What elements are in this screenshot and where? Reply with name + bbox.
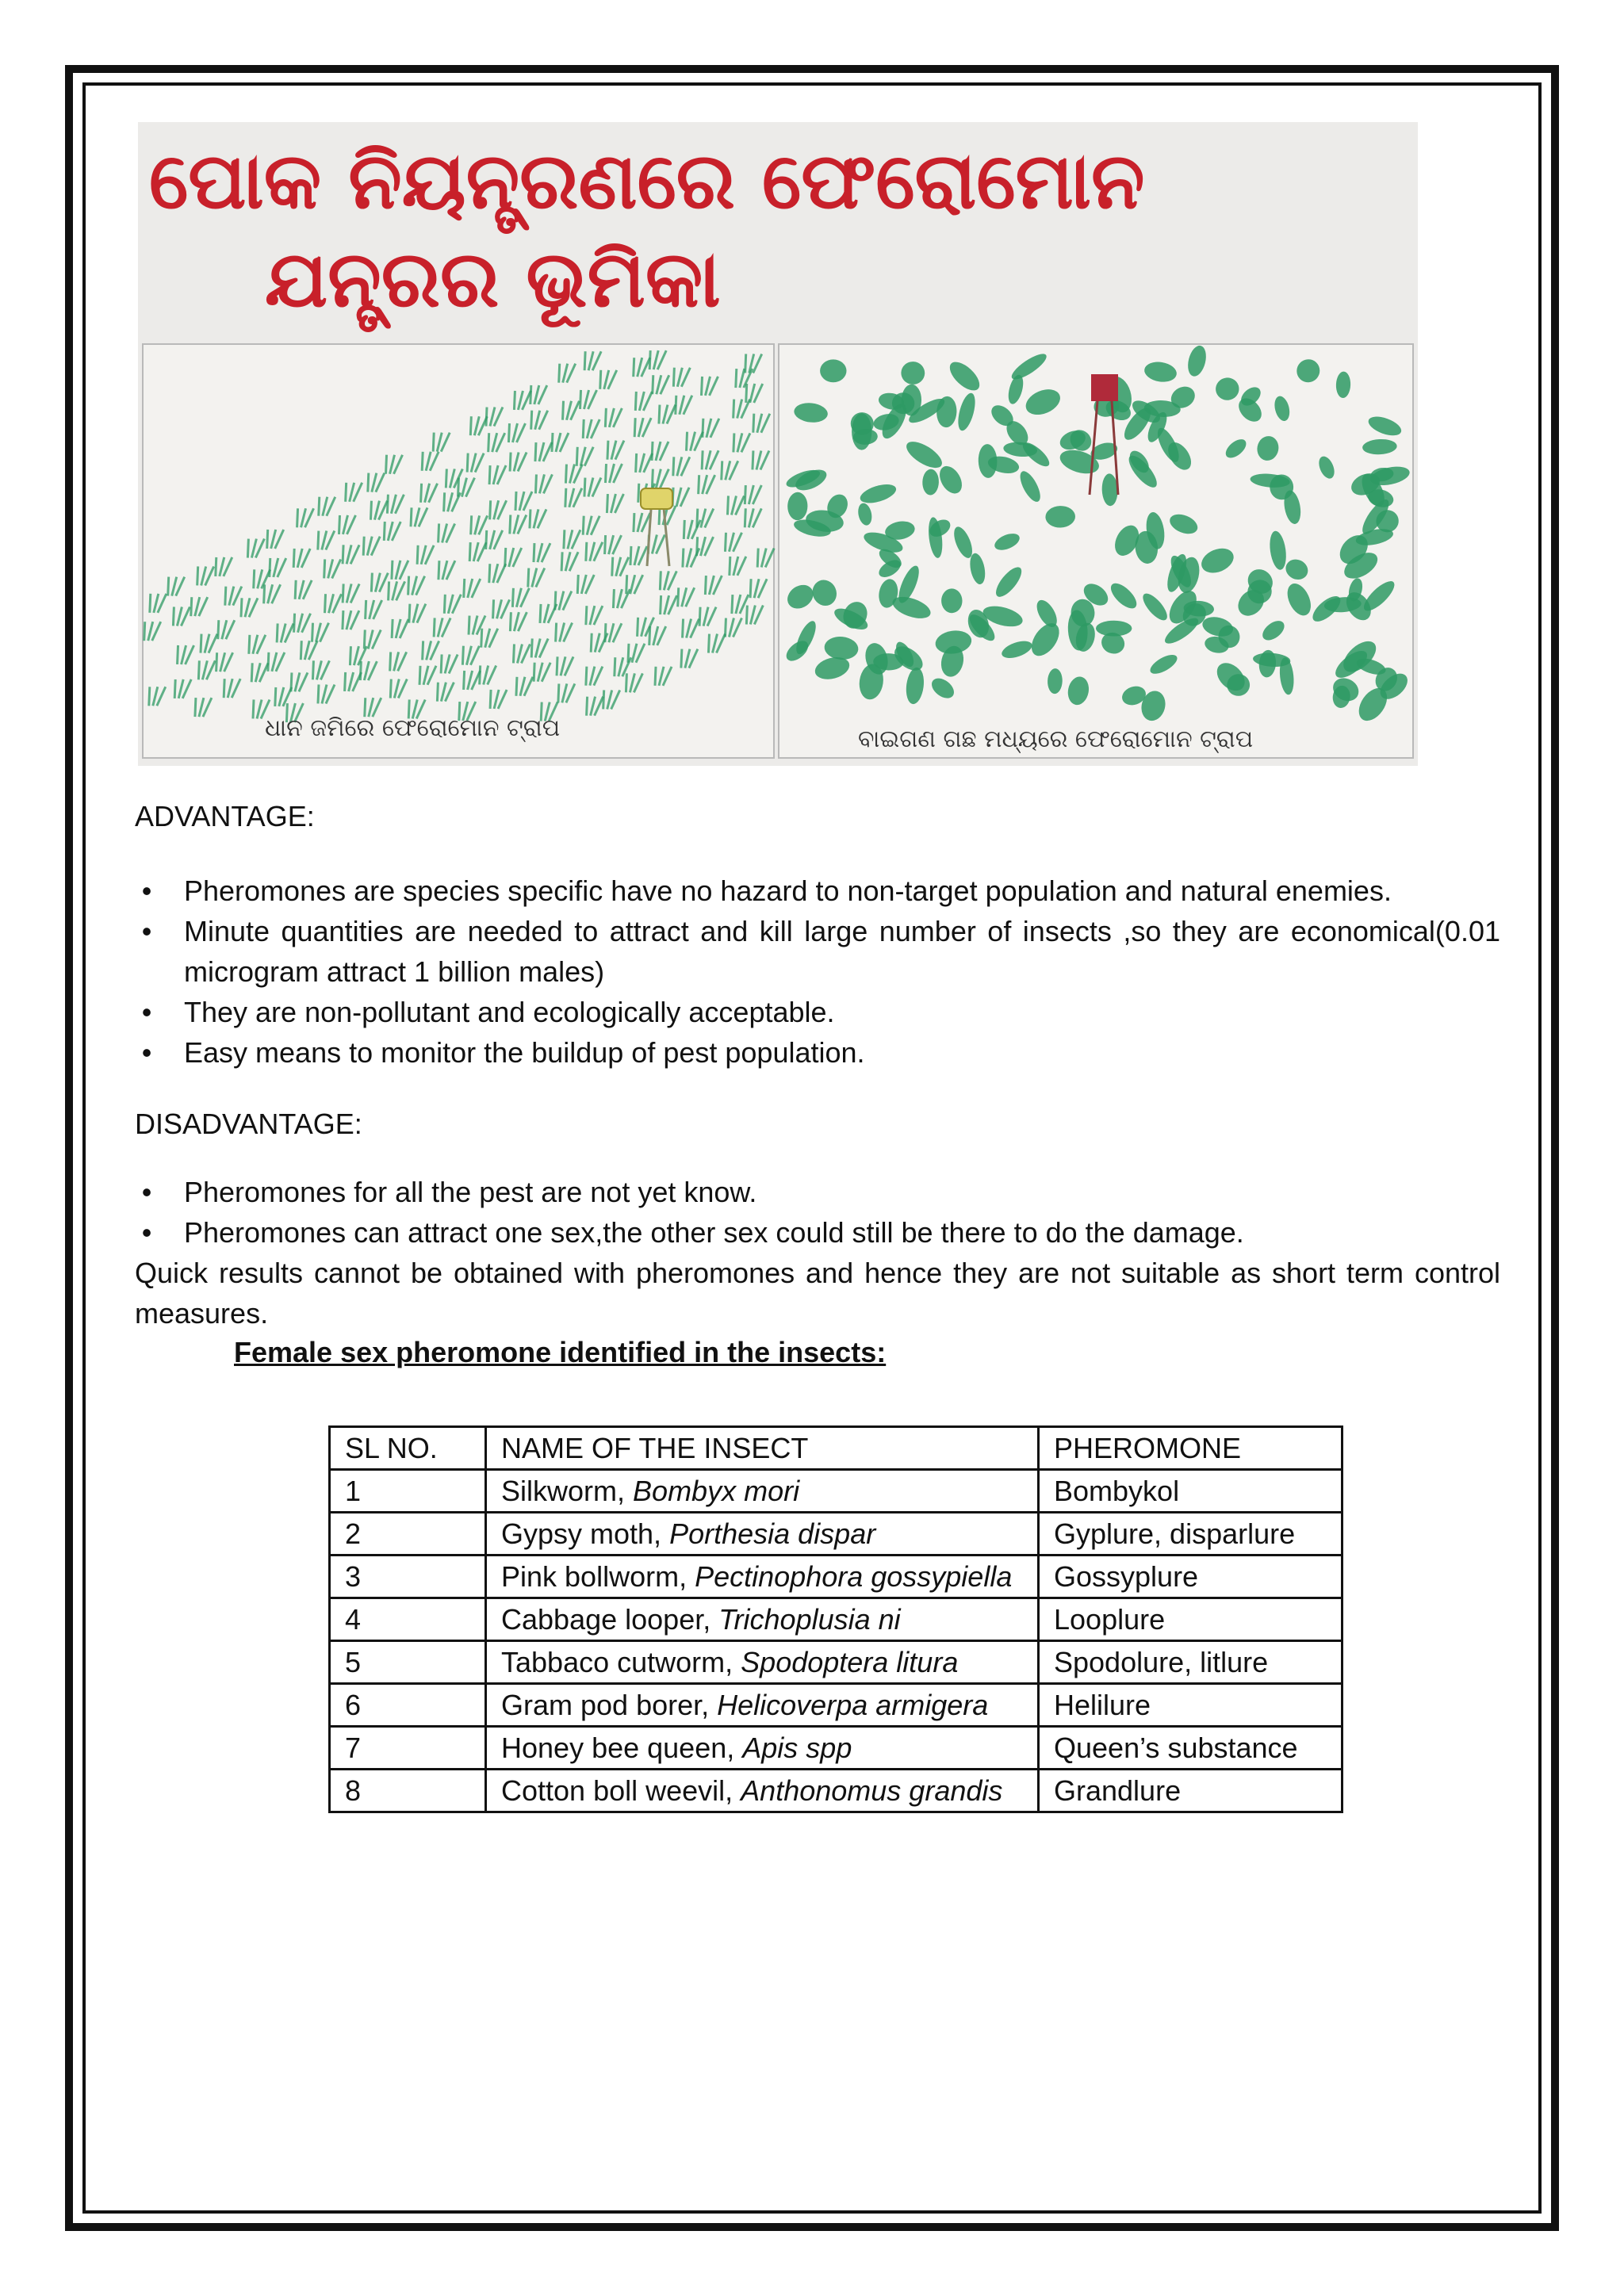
cell-insect-name — [486, 1684, 1039, 1727]
poster-illustration — [138, 122, 1418, 766]
insect-common-name: Gram pod borer, — [501, 1689, 710, 1721]
cell-pheromone: Gossyplure — [1039, 1556, 1342, 1598]
bullet-icon: • — [141, 1036, 152, 1069]
table-row — [330, 1684, 1342, 1727]
poster-image — [138, 122, 1418, 766]
insect-common-name: Pink bollworm, — [501, 1560, 688, 1593]
advantage-list — [135, 871, 1500, 1073]
insect-common-name: Cabbage looper, — [501, 1603, 711, 1636]
table-row — [330, 1641, 1342, 1684]
disadvantage-paragraph: Quick results cannot be obtained with pheromones and hence they are not suitable as short term control measures. — [135, 1257, 1500, 1330]
insect-common-name: Silkworm, — [501, 1475, 626, 1507]
insect-scientific-name: Spodoptera litura — [741, 1646, 959, 1678]
cell-insect-name — [486, 1598, 1039, 1641]
table-row — [330, 1727, 1342, 1770]
table-header-row — [330, 1427, 1342, 1470]
insect-scientific-name: Pectinophora gossypiella — [695, 1560, 1013, 1593]
cell-pheromone: Bombykol — [1039, 1470, 1342, 1513]
cell-insect-name — [486, 1641, 1039, 1684]
table-row — [330, 1513, 1342, 1556]
cell-pheromone: Grandlure — [1039, 1770, 1342, 1812]
cell-insect-name — [486, 1513, 1039, 1556]
cell-pheromone: Queen’s substance — [1039, 1727, 1342, 1770]
cell-sl-no: 7 — [330, 1727, 486, 1770]
cell-sl-no: 2 — [330, 1513, 486, 1556]
list-item: • They are non-pollutant and ecologically acceptable. — [135, 992, 1500, 1032]
table-row — [330, 1470, 1342, 1513]
table-row — [330, 1598, 1342, 1641]
poster-title-line1: ପୋକ ନିୟନ୍ତ୍ରଣରେ ଫେରୋମୋନ — [149, 136, 1145, 227]
insect-scientific-name: Porthesia dispar — [669, 1517, 876, 1550]
insect-scientific-name: Apis spp — [742, 1732, 852, 1764]
cell-sl-no: 1 — [330, 1470, 486, 1513]
bullet-icon: • — [141, 915, 152, 947]
list-item: • Pheromones are species specific have no hazard to non-target population and natural enemies. — [135, 871, 1500, 911]
cell-sl-no: 6 — [330, 1684, 486, 1727]
disadvantage-list — [135, 1172, 1500, 1253]
cell-pheromone: Spodolure, litlure — [1039, 1641, 1342, 1684]
cell-sl-no: 5 — [330, 1641, 486, 1684]
insect-common-name: Gypsy moth, — [501, 1517, 662, 1550]
insect-common-name: Tabbaco cutworm, — [501, 1646, 733, 1678]
insect-common-name: Cotton boll weevil, — [501, 1774, 733, 1807]
cell-insect-name — [486, 1470, 1039, 1513]
insect-scientific-name: Trichoplusia ni — [718, 1603, 901, 1636]
pheromone-table — [328, 1425, 1343, 1813]
list-item: • Pheromones can attract one sex,the other sex could still be there to do the damage. — [135, 1212, 1500, 1253]
insect-scientific-name: Anthonomus grandis — [741, 1774, 1003, 1807]
insect-scientific-name: Helicoverpa armigera — [717, 1689, 989, 1721]
bullet-icon: • — [141, 874, 152, 907]
cell-sl-no: 3 — [330, 1556, 486, 1598]
bullet-icon: • — [141, 996, 152, 1028]
table-body — [330, 1470, 1342, 1812]
cell-insect-name — [486, 1770, 1039, 1812]
cell-insect-name — [486, 1727, 1039, 1770]
list-item: • Pheromones for all the pest are not yet know. — [135, 1172, 1500, 1212]
cell-sl-no: 8 — [330, 1770, 486, 1812]
advantage-heading: ADVANTAGE: — [135, 800, 315, 832]
list-item: • Minute quantities are needed to attract and kill large number of insects ,so they are economical(0.01 microgram attract 1 billion males) — [135, 911, 1500, 992]
table-caption: Female sex pheromone identified in the insects: — [234, 1336, 887, 1368]
cell-pheromone: Helilure — [1039, 1684, 1342, 1727]
header-insect-name: NAME OF THE INSECT — [486, 1427, 1039, 1470]
cell-insect-name — [486, 1556, 1039, 1598]
header-sl-no: SL NO. — [330, 1427, 486, 1470]
cell-sl-no: 4 — [330, 1598, 486, 1641]
header-pheromone: PHEROMONE — [1039, 1427, 1342, 1470]
list-item: • Easy means to monitor the buildup of pest population. — [135, 1032, 1500, 1073]
disadvantage-heading: DISADVANTAGE: — [135, 1108, 362, 1140]
poster-caption-left: ଧାନ ଜମିରେ ଫେରୋମୋନ ଟ୍ରାପ — [265, 714, 561, 742]
cell-pheromone: Gyplure, disparlure — [1039, 1513, 1342, 1556]
bullet-icon: • — [141, 1176, 152, 1208]
poster-title-line2: ଯନ୍ତ୍ରର ଭୂମିକା — [265, 235, 721, 325]
bullet-icon: • — [141, 1216, 152, 1249]
insect-scientific-name: Bombyx mori — [633, 1475, 800, 1507]
cell-pheromone: Looplure — [1039, 1598, 1342, 1641]
poster-caption-right: ବାଇଗଣ ଗଛ ମଧ୍ୟରେ ଫେରୋମୋନ ଟ୍ରାପ — [858, 725, 1254, 753]
table-row — [330, 1770, 1342, 1812]
insect-common-name: Honey bee queen, — [501, 1732, 735, 1764]
table-row — [330, 1556, 1342, 1598]
